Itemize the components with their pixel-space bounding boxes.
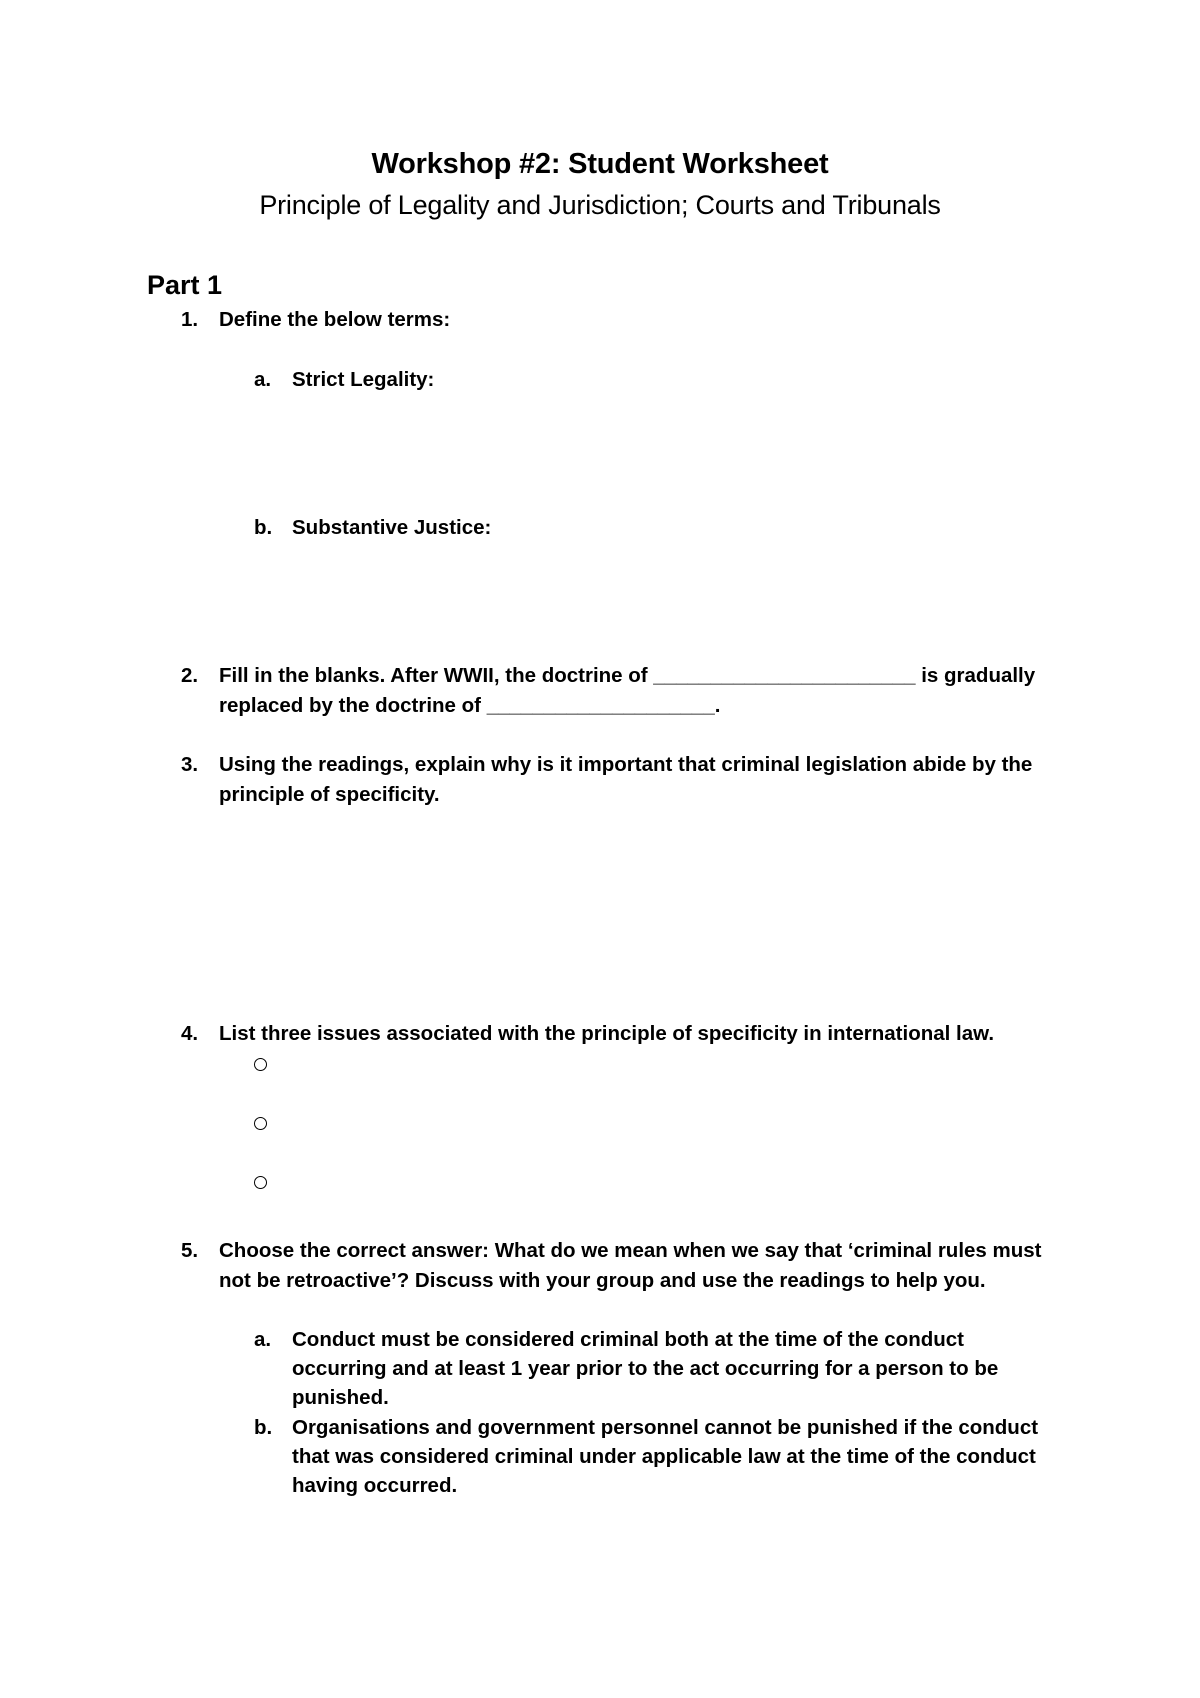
worksheet-subtitle: Principle of Legality and Jurisdiction; Courts and Tribunals xyxy=(259,190,941,220)
hollow-circle-bullet-icon xyxy=(254,1117,270,1133)
question-text-line: replaced by the doctrine of ____________________. xyxy=(219,694,721,717)
question-text-line: principle of specificity. xyxy=(219,783,440,806)
option-text-line: Organisations and government personnel cannot be punished if the conduct xyxy=(292,1416,1039,1439)
question-text-line: Fill in the blanks. After WWII, the doctrine of _______________________ is gradually xyxy=(219,664,1036,687)
option-letter: a. xyxy=(254,1328,272,1351)
question-text: List three issues associated with the principle of specificity in international law. xyxy=(219,1022,995,1045)
question-number: 5. xyxy=(181,1239,199,1262)
item-text: Strict Legality: xyxy=(292,368,435,391)
item-letter: b. xyxy=(254,516,273,539)
question-number: 1. xyxy=(181,308,199,331)
option-text-line: occurring and at least 1 year prior to the act occurring for a person to be xyxy=(292,1357,999,1380)
question-text: Define the below terms: xyxy=(219,308,451,331)
option-text-line: Conduct must be considered criminal both at the time of the conduct xyxy=(292,1328,964,1351)
option-text-line: punished. xyxy=(292,1386,389,1409)
option-letter: b. xyxy=(254,1416,273,1439)
item-letter: a. xyxy=(254,368,272,391)
part-heading: Part 1 xyxy=(147,270,223,300)
worksheet-title: Workshop #2: Student Worksheet xyxy=(371,148,829,180)
question-number: 4. xyxy=(181,1022,199,1045)
question-text-line: Choose the correct answer: What do we mean when we say that ‘criminal rules must xyxy=(219,1239,1042,1262)
option-text-line: that was considered criminal under applicable law at the time of the conduct xyxy=(292,1445,1036,1468)
option-text-line: having occurred. xyxy=(292,1474,458,1497)
item-text: Substantive Justice: xyxy=(292,516,492,539)
hollow-circle-bullet-icon xyxy=(254,1058,270,1074)
question-text-line: not be retroactive’? Discuss with your group and use the readings to help you. xyxy=(219,1269,986,1292)
question-number: 3. xyxy=(181,753,199,776)
hollow-circle-bullet-icon xyxy=(254,1176,270,1192)
question-text-line: Using the readings, explain why is it important that criminal legislation abide by the xyxy=(219,753,1033,776)
question-number: 2. xyxy=(181,664,199,687)
